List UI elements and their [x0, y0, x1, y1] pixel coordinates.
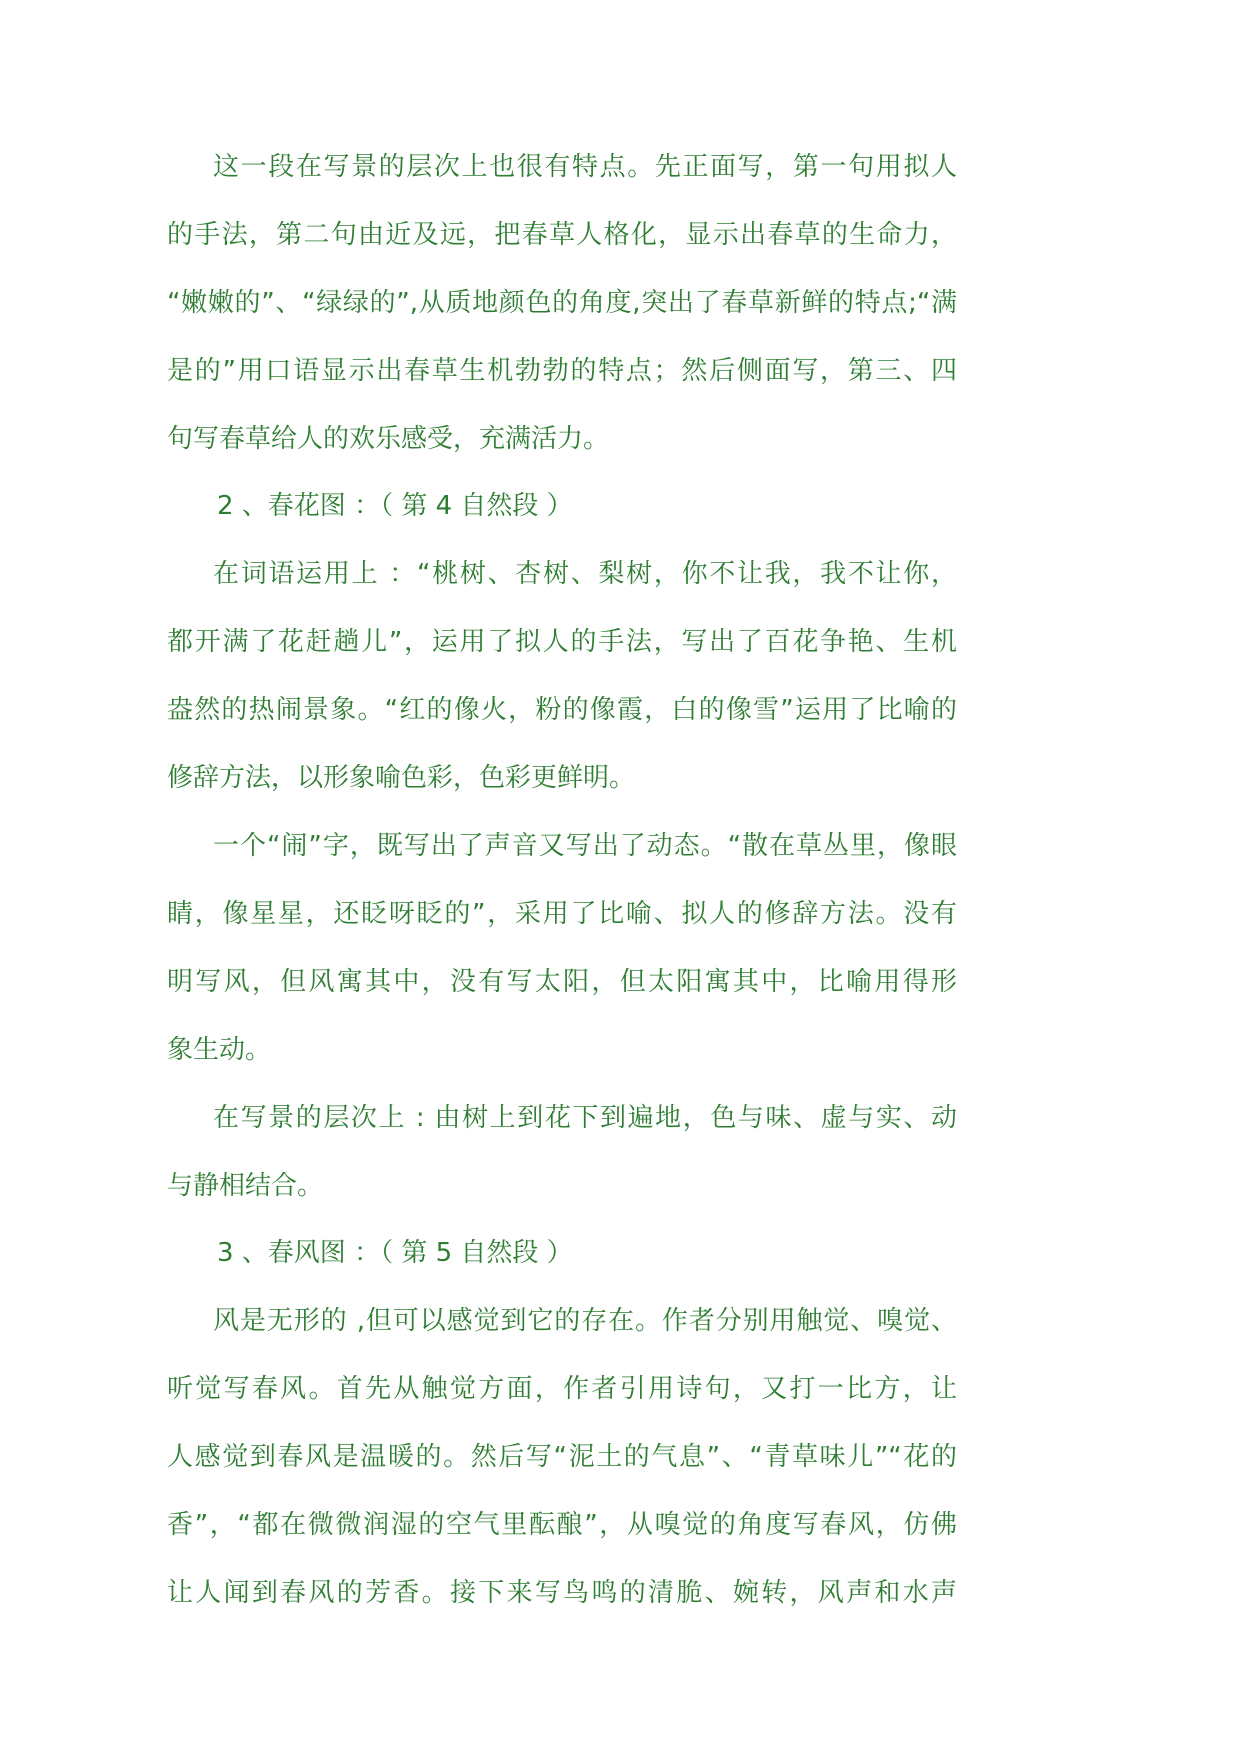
text-line-16: 与静相结合。 [167, 1171, 324, 1201]
text-line-4: 是的”用口语显示出春草生机勃勃的特点；然后侧面写，第三、四 [167, 356, 957, 386]
text-line-19: 听觉写春风。首先从触觉方面，作者引用诗句，又打一比方，让 [167, 1374, 957, 1404]
text-line-1: 这一段在写景的层次上也很有特点。先正面写，第一句用拟人 [213, 152, 957, 182]
section-heading-spring-wind: 3 、春风图 ：（ 第 5 自然段 ） [217, 1238, 573, 1268]
text-line-7: 在词语运用上 ：“桃树、杏树、梨树，你不让我，我不让你， [213, 559, 957, 589]
text-line-8: 都开满了花赶趟儿”，运用了拟人的手法，写出了百花争艳、生机 [167, 627, 957, 657]
text-line-15: 在写景的层次上 : 由树上到花下到遍地，色与味、虚与实、动 [213, 1103, 957, 1133]
text-line-9: 盎然的热闹景象。“红的像火，粉的像霞，白的像雪”运用了比喻的 [167, 695, 957, 725]
text-line-5: 句写春草给人的欢乐感受，充满活力。 [167, 424, 610, 454]
text-line-3: “嫩嫩的”、“绿绿的”,从质地颜色的角度,突出了春草新鲜的特点;“满 [167, 288, 957, 318]
text-line-21: 香”，“都在微微润湿的空气里酝酿”，从嗅觉的角度写春风，仿佛 [167, 1510, 957, 1540]
text-line-2: 的手法，第二句由近及远，把春草人格化，显示出春草的生命力， [167, 220, 957, 250]
text-line-13: 明写风，但风寓其中，没有写太阳，但太阳寓其中，比喻用得形 [167, 967, 957, 997]
text-line-10: 修辞方法，以形象喻色彩，色彩更鲜明。 [167, 763, 636, 793]
section-heading-spring-flowers: 2 、春花图 ：（ 第 4 自然段 ） [217, 491, 573, 521]
text-line-14: 象生动。 [167, 1035, 272, 1065]
text-line-11: 一个“闹”字，既写出了声音又写出了动态。“散在草丛里，像眼 [213, 831, 957, 861]
text-line-22: 让人闻到春风的芳香。接下来写鸟鸣的清脆、婉转，风声和水声 [167, 1578, 957, 1608]
text-line-18: 风是无形的 ,但可以感觉到它的存在。作者分别用触觉、嗅觉、 [213, 1306, 957, 1336]
text-line-12: 睛，像星星，还眨呀眨的”，采用了比喻、拟人的修辞方法。没有 [167, 899, 957, 929]
text-line-20: 人感觉到春风是温暖的。然后写“泥土的气息”、“青草味儿”“花的 [167, 1442, 957, 1472]
